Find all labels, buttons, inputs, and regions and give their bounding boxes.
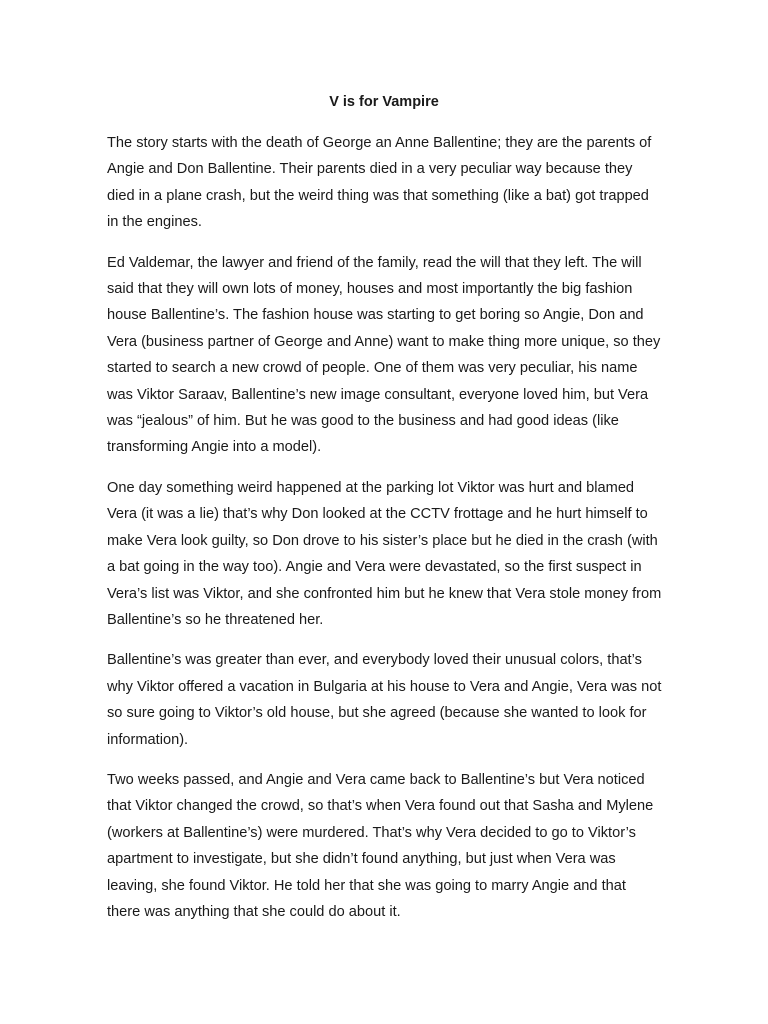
paragraph-1: The story starts with the death of George an Anne Ballentine; they are the parents of Angie and Don Ballentine. Their parents died in a very peculiar way because they died in a plane crash, but the weird thing was that something (like a bat) got trapped in the engines. [107, 135, 652, 231]
paragraph-2: Ed Valdemar, the lawyer and friend of the family, read the will that they left. The will said that they will own lots of money, houses and most importantly the big fashion house Ballentine’s. The fashion house was starting to get boring so Angie, Don and Vera (business partner of George and Anne) want to make thing more unique, so they started to search a new crowd of people. One of them was very peculiar, his name was Viktor Saraav, Ballentine’s new image consultant, everyone loved him, but Vera was “jealous” of him. But he was good to the business and had good ideas (like transforming Angie into a model). [107, 254, 661, 456]
paragraph-5: Two weeks passed, and Angie and Vera came back to Ballentine’s but Vera noticed that Viktor changed the crowd, so that’s when Vera found out that Sasha and Mylene (workers at Ballentine’s) were murdered. That’s why Vera decided to go to Viktor’s apartment to investigate, but she didn’t found anything, but just when Vera was leaving, she found Viktor. He told her that she was going to marry Angie and that there was anything that she could do about it. [107, 771, 654, 920]
document-body [107, 130, 663, 939]
document-title: V is for Vampire [329, 94, 439, 110]
paragraph-4: Ballentine’s was greater than ever, and everybody loved their unusual colors, that’s why Viktor offered a vacation in Bulgaria at his house to Vera and Angie, Vera was not so sure going to Viktor’s old house, but she agreed (because she wanted to look for information). [107, 652, 662, 748]
paragraph-3: One day something weird happened at the parking lot Viktor was hurt and blamed Vera (it was a lie) that’s why Don looked at the CCTV frottage and he hurt himself to make Vera look guilty, so Don drove to his sister’s place but he died in the crash (with a bat going in the way too). Angie and Vera were devastated, so the first suspect in Vera’s list was Viktor, and she confronted him but he knew that Vera stole money from Ballentine’s so he threatened her. [107, 479, 662, 628]
